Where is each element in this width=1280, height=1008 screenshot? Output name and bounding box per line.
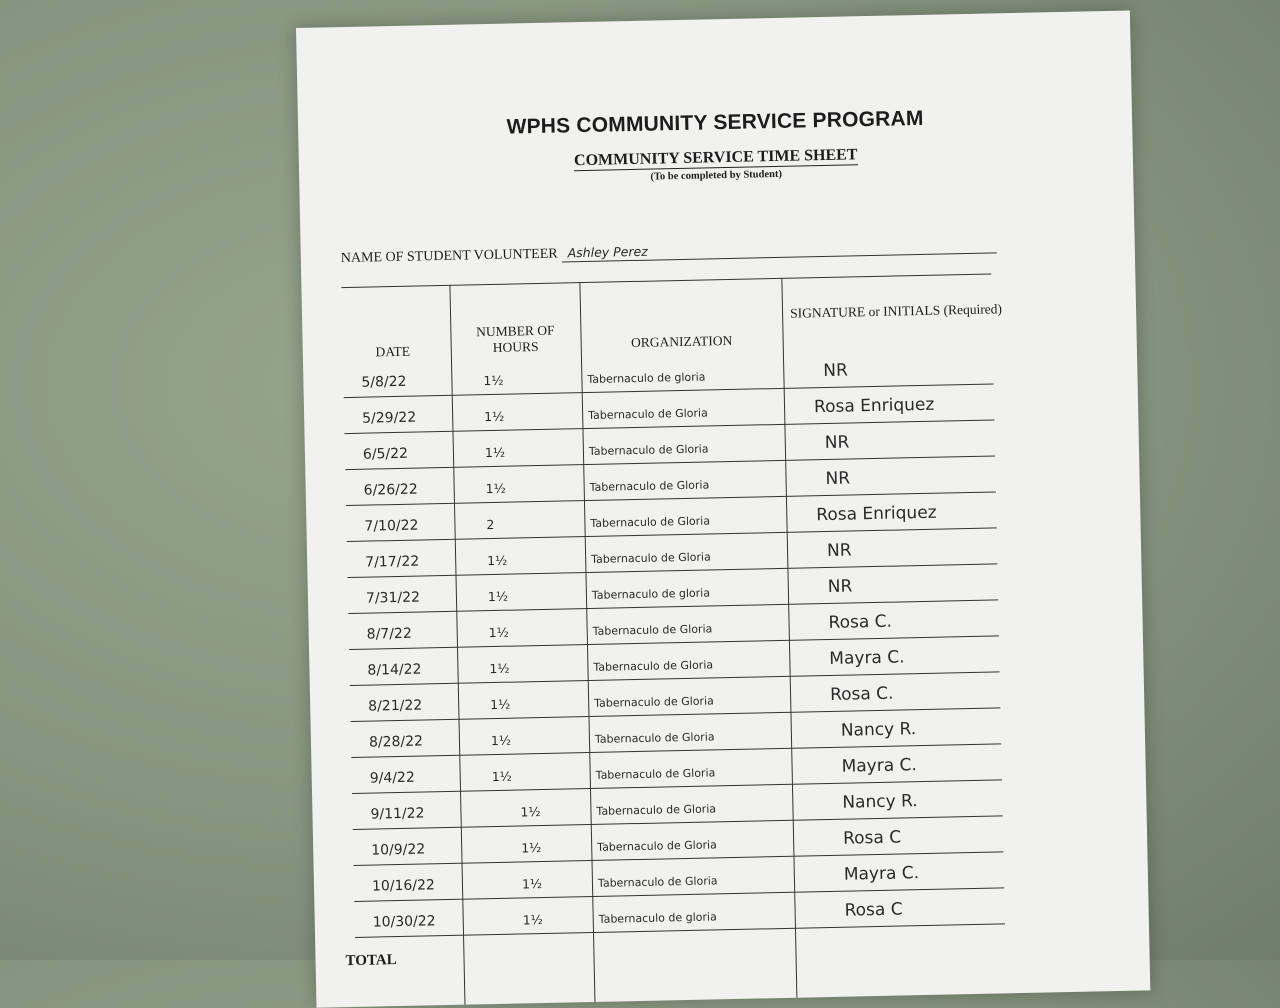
row-organization: Tabernaculo de Gloria xyxy=(592,622,713,638)
row-date: 10/9/22 xyxy=(371,841,426,859)
row-hours: 1½ xyxy=(483,372,504,389)
row-signature: Mayra C. xyxy=(829,647,905,669)
row-signature: Nancy R. xyxy=(840,719,917,741)
row-hours: 1½ xyxy=(484,408,505,425)
student-name-row xyxy=(341,229,997,267)
row-signature: Rosa Enriquez xyxy=(813,394,935,418)
row-signature: Nancy R. xyxy=(842,791,918,813)
row-date: 7/10/22 xyxy=(364,517,419,535)
row-date: 7/31/22 xyxy=(365,589,421,607)
row-organization: Tabernaculo de Gloria xyxy=(597,874,718,890)
row-hours: 1½ xyxy=(490,732,512,749)
row-line xyxy=(355,923,1005,938)
row-date: 6/26/22 xyxy=(363,481,418,499)
row-date: 8/21/22 xyxy=(368,697,423,715)
student-name-value: Ashley Perez xyxy=(567,243,648,261)
row-date: 8/28/22 xyxy=(368,733,424,751)
row-organization: Tabernaculo de Gloria xyxy=(594,694,714,710)
program-title: WPHS COMMUNITY SERVICE PROGRAM xyxy=(506,106,924,139)
row-hours: 1½ xyxy=(491,768,512,785)
row-organization: Tabernaculo de Gloria xyxy=(588,406,708,422)
row-hours: 1½ xyxy=(487,552,508,569)
row-signature: Rosa Enriquez xyxy=(816,502,937,526)
row-date: 9/4/22 xyxy=(369,769,415,787)
row-date: 5/8/22 xyxy=(361,373,407,391)
row-date: 10/16/22 xyxy=(371,877,436,895)
row-signature: Rosa C. xyxy=(828,611,893,633)
column-header-organization: ORGANIZATION xyxy=(630,332,733,351)
row-date: 6/5/22 xyxy=(362,445,409,463)
row-hours: 1½ xyxy=(520,804,541,820)
row-hours: 1½ xyxy=(488,624,509,641)
row-organization: Tabernaculo de Gloria xyxy=(589,478,710,494)
row-organization: Tabernaculo de Gloria xyxy=(591,550,711,566)
row-organization: Tabernaculo de Gloria xyxy=(590,514,711,530)
row-hours: 1½ xyxy=(487,588,509,605)
row-signature: Mayra C. xyxy=(843,863,920,885)
row-organization: Tabernaculo de gloria xyxy=(591,586,711,602)
row-date: 7/17/22 xyxy=(365,553,420,571)
row-date: 10/30/22 xyxy=(372,913,436,931)
row-hours: 2 xyxy=(486,516,495,533)
row-signature: Rosa C. xyxy=(829,683,894,705)
row-hours: 1½ xyxy=(485,480,506,497)
row-organization: Tabernaculo de Gloria xyxy=(593,658,714,674)
row-date: 9/11/22 xyxy=(370,805,425,823)
sheet-subtitle: (To be completed by Student) xyxy=(650,168,783,183)
row-date: 8/14/22 xyxy=(367,661,422,679)
sheet-title: COMMUNITY SERVICE TIME SHEET xyxy=(573,146,858,170)
row-date: 8/7/22 xyxy=(366,625,412,643)
row-signature: NR xyxy=(827,576,853,597)
row-date: 5/29/22 xyxy=(362,409,417,427)
row-hours: 1½ xyxy=(490,696,511,713)
row-signature: Rosa C xyxy=(844,899,903,921)
column-header-hours: NUMBER OF HOURS xyxy=(476,322,555,355)
row-signature: NR xyxy=(826,540,852,561)
row-organization: Tabernaculo de Gloria xyxy=(594,730,715,746)
column-header-date: DATE xyxy=(375,343,411,360)
row-hours: 1½ xyxy=(521,876,543,892)
row-organization: Tabernaculo de Gloria xyxy=(595,766,716,782)
row-signature: Mayra C. xyxy=(841,755,918,777)
row-organization: Tabernaculo de gloria xyxy=(587,370,706,386)
row-hours: 1½ xyxy=(521,840,542,856)
row-organization: Tabernaculo de gloria xyxy=(598,910,717,926)
student-name-label: NAME OF STUDENT VOLUNTEER xyxy=(340,246,558,267)
row-signature: Rosa C xyxy=(842,827,902,849)
row-hours: 1½ xyxy=(489,660,510,677)
total-label: TOTAL xyxy=(345,952,397,970)
row-organization: Tabernaculo de Gloria xyxy=(597,838,717,854)
row-organization: Tabernaculo de Gloria xyxy=(596,802,717,818)
student-name-field xyxy=(561,232,996,262)
time-sheet-paper xyxy=(296,11,1150,1008)
row-organization: Tabernaculo de Gloria xyxy=(588,442,709,458)
table-top-border xyxy=(341,273,991,288)
row-hours: 1½ xyxy=(522,912,543,928)
time-sheet-table xyxy=(341,273,1006,1006)
column-header-signature: SIGNATURE or INITIALS (Required) xyxy=(790,301,1003,321)
row-signature: NR xyxy=(823,360,849,382)
row-signature: NR xyxy=(825,468,851,490)
row-signature: NR xyxy=(824,432,850,454)
row-hours: 1½ xyxy=(484,444,506,461)
